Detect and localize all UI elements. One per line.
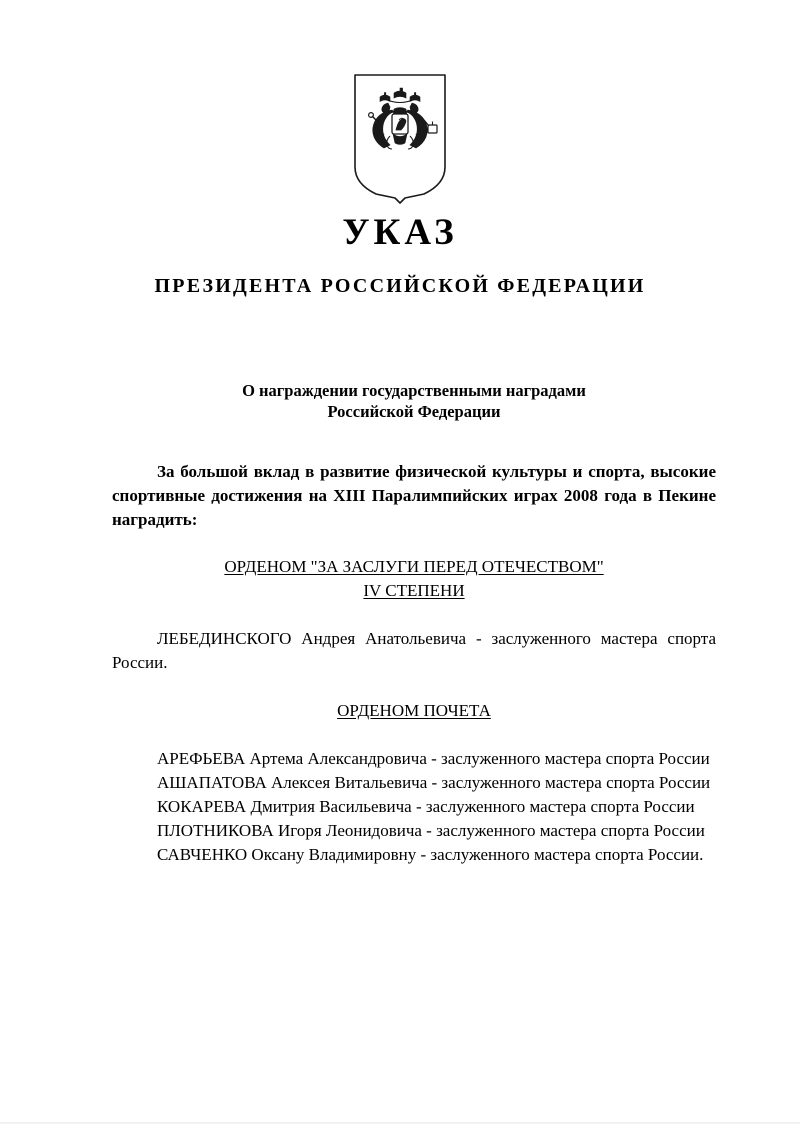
recipient-entry: АРЕФЬЕВА Артема Александровича - заслуженного мастера спорта России — [157, 749, 710, 768]
decree-subject-line-1: О награждении государственными наградами — [242, 381, 586, 400]
recipient-entry: АШАПАТОВА Алексея Витальевича - заслуженного мастера спорта России — [157, 773, 711, 792]
recipients-list-order-of-honour — [112, 747, 716, 867]
recipients-list-order-for-merit — [112, 627, 716, 675]
award-heading-line-1: ОРДЕНОМ "ЗА ЗАСЛУГИ ПЕРЕД ОТЕЧЕСТВОМ" — [224, 557, 604, 576]
coat-of-arms-container — [0, 72, 800, 209]
document-subtitle: ПРЕЗИДЕНТА РОССИЙСКОЙ ФЕДЕРАЦИИ — [154, 275, 646, 297]
award-heading-order-for-merit — [112, 555, 716, 603]
recipient-entry: КОКАРЕВА Дмитрия Васильевича - заслуженного мастера спорта России — [157, 797, 695, 816]
decree-intro-paragraph: За большой вклад в развитие физической культуры и спорта, высокие спортивные достижения на XIII Паралимпийских играх 2008 года в Пекине наградить: — [112, 462, 716, 529]
document-title: УКАЗ — [342, 212, 458, 253]
decree-subject — [112, 380, 716, 422]
award-heading-line-1: ОРДЕНОМ ПОЧЕТА — [337, 701, 491, 720]
recipient-entry: ЛЕБЕДИНСКОГО Андрея Анатольевича - заслуженного мастера спорта России. — [112, 629, 716, 672]
award-heading-order-of-honour — [112, 699, 716, 723]
russian-federation-coat-of-arms-icon — [352, 72, 448, 204]
recipient-entry: ПЛОТНИКОВА Игоря Леонидовича - заслуженного мастера спорта России — [157, 821, 705, 840]
recipient-entry: САВЧЕНКО Оксану Владимировну - заслуженного мастера спорта России. — [157, 845, 704, 864]
award-heading-line-2: IV СТЕПЕНИ — [363, 581, 465, 600]
decree-subject-line-2: Российской Федерации — [327, 402, 501, 421]
